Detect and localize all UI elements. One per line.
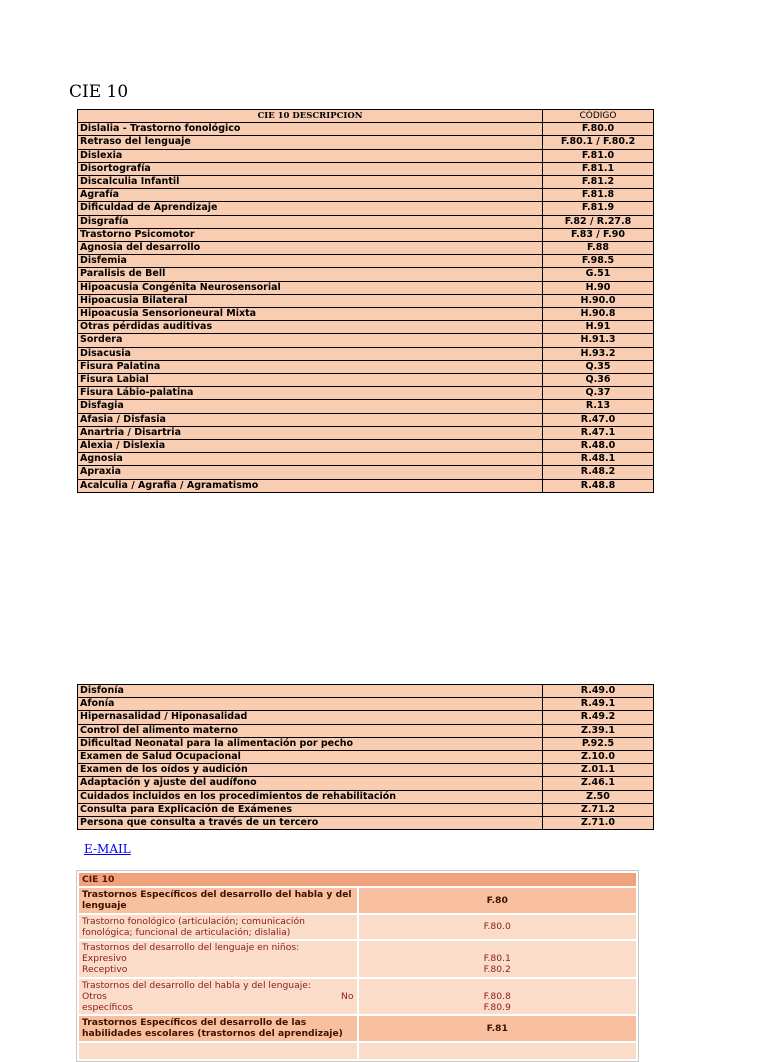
row-code: F.81.2: [543, 176, 654, 189]
detail-subtitle: Trastornos del desarrollo del habla y del lenguaje:: [82, 979, 312, 991]
table-row: [78, 321, 654, 334]
row-code: Z.01.1: [543, 764, 654, 777]
row-description: Agnosia: [78, 453, 543, 466]
table-row: [78, 777, 654, 790]
detail-description: Trastorno fonológico (articulación; comunicación fonológica; funcional de articulación; dislalia): [79, 915, 357, 939]
section-code: F.81: [359, 1016, 637, 1040]
detail-description: [79, 941, 357, 977]
row-code: F.81.9: [543, 202, 654, 215]
row-description: Hipoacusia Congénita Neurosensorial: [78, 281, 543, 294]
row-code: P.92.5: [543, 737, 654, 750]
cie10-detail-table: [76, 870, 639, 1062]
detail-code: F.80.0: [359, 915, 637, 939]
section-title: Trastornos Específicos del desarrollo del habla y del lenguaje: [79, 888, 357, 912]
row-description: Dificuldad de Aprendizaje: [78, 202, 543, 215]
row-description: Examen de Salud Ocupacional: [78, 751, 543, 764]
row-code: H.90: [543, 281, 654, 294]
row-description: Discalculia Infantil: [78, 176, 543, 189]
table-row: [78, 347, 654, 360]
row-description: Cuidados incluidos en los procedimientos de rehabilitación: [78, 790, 543, 803]
row-description: Anartria / Disartria: [78, 426, 543, 439]
table-row: [78, 255, 654, 268]
table-row: [78, 202, 654, 215]
row-description: Disgrafía: [78, 215, 543, 228]
row-code: H.90.8: [543, 308, 654, 321]
cie10-table-continued: [77, 684, 654, 830]
row-description: Examen de los oídos y audición: [78, 764, 543, 777]
detail-code-line: F.80.1: [483, 953, 511, 965]
row-code: H.90.0: [543, 294, 654, 307]
row-description: Apraxia: [78, 466, 543, 479]
table-row: [78, 400, 654, 413]
table-row: [78, 440, 654, 453]
section-row: [79, 1016, 636, 1040]
row-code: Z.71.0: [543, 817, 654, 830]
detail-title-row: [79, 873, 636, 886]
row-code: H.91: [543, 321, 654, 334]
row-code: R.48.8: [543, 479, 654, 492]
row-description: Otras pérdidas auditivas: [78, 321, 543, 334]
row-code: R.49.2: [543, 711, 654, 724]
row-description: Disfonía: [78, 685, 543, 698]
row-code: H.93.2: [543, 347, 654, 360]
row-code: Z.71.2: [543, 803, 654, 816]
detail-code-line: F.80.8: [483, 990, 511, 1002]
row-description: Hipernasalidad / Hiponasalidad: [78, 711, 543, 724]
section-code: F.80: [359, 888, 637, 912]
table-row: [78, 268, 654, 281]
table-row: [78, 413, 654, 426]
row-description: Disacusia: [78, 347, 543, 360]
detail-row: [79, 941, 636, 977]
table-row: [78, 426, 654, 439]
row-description: Disortografía: [78, 162, 543, 175]
table-row: [78, 136, 654, 149]
row-description: Alexia / Dislexia: [78, 440, 543, 453]
row-code: Z.10.0: [543, 751, 654, 764]
detail-code: [359, 941, 637, 977]
row-description: Control del alimento materno: [78, 724, 543, 737]
email-link[interactable]: E-MAIL: [84, 842, 131, 856]
row-code: R.49.0: [543, 685, 654, 698]
detail-code: [359, 979, 637, 1015]
table-row: [78, 281, 654, 294]
header-description: CIE 10 DESCRIPCION: [78, 110, 543, 123]
row-description: Sordera: [78, 334, 543, 347]
row-description: Fisura Lábio-palatina: [78, 387, 543, 400]
table-row: [78, 189, 654, 202]
detail-line: Expresivo: [82, 953, 127, 965]
row-description: Consulta para Explicación de Exámenes: [78, 803, 543, 816]
table-row: [78, 685, 654, 698]
row-code: F.83 / F.90: [543, 228, 654, 241]
row-code: Z.46.1: [543, 777, 654, 790]
table-row: [78, 479, 654, 492]
row-code: R.47.0: [543, 413, 654, 426]
table-row: [78, 374, 654, 387]
table-row: [78, 228, 654, 241]
table-row: [78, 176, 654, 189]
section-row: [79, 1043, 636, 1059]
detail-line: específicos: [82, 1002, 133, 1014]
row-description: Dislalia - Trastorno fonológico: [78, 123, 543, 136]
table-row: [78, 453, 654, 466]
table-row: [78, 737, 654, 750]
row-code: F.82 / R.27.8: [543, 215, 654, 228]
table-row: [78, 215, 654, 228]
row-code: F.81.0: [543, 149, 654, 162]
detail-description: [79, 1043, 357, 1059]
row-code: F.80.0: [543, 123, 654, 136]
detail-subtitle: Trastornos del desarrollo del lenguaje en niños:: [82, 942, 300, 954]
row-description: Fisura Palatina: [78, 360, 543, 373]
row-description: Disfemia: [78, 255, 543, 268]
row-code: F.80.1 / F.80.2: [543, 136, 654, 149]
row-description: Disfagia: [78, 400, 543, 413]
row-description: Trastorno Psicomotor: [78, 228, 543, 241]
row-code: G.51: [543, 268, 654, 281]
section-row: [79, 888, 636, 912]
table-row: [78, 387, 654, 400]
detail-line: Receptivo: [82, 964, 128, 976]
table-row: [78, 790, 654, 803]
row-code: F.81.1: [543, 162, 654, 175]
header-code: CÓDIGO: [543, 110, 654, 123]
table-row: [78, 817, 654, 830]
row-description: Adaptación y ajuste del audífono: [78, 777, 543, 790]
row-description: Dificultad Neonatal para la alimentación por pecho: [78, 737, 543, 750]
row-description: Afasia / Disfasia: [78, 413, 543, 426]
row-code: R.47.1: [543, 426, 654, 439]
row-code: R.49.1: [543, 698, 654, 711]
detail-code-line: F.80.2: [483, 964, 511, 976]
section-title: Trastornos Específicos del desarrollo de las habilidades escolares (trastornos del aprendizaje): [79, 1016, 357, 1040]
row-description: Retraso del lenguaje: [78, 136, 543, 149]
table-row: [78, 242, 654, 255]
row-code: R.13: [543, 400, 654, 413]
row-description: Hipoacusia Sensorioneural Mixta: [78, 308, 543, 321]
row-description: Dislexia: [78, 149, 543, 162]
table-row: [78, 294, 654, 307]
row-code: Q.37: [543, 387, 654, 400]
row-code: Q.35: [543, 360, 654, 373]
row-description: Hipoacusia Bilateral: [78, 294, 543, 307]
row-code: F.88: [543, 242, 654, 255]
table-row: [78, 334, 654, 347]
row-description: Persona que consulta a través de un tercero: [78, 817, 543, 830]
table-row: [78, 803, 654, 816]
row-description: Agrafía: [78, 189, 543, 202]
table-row: [78, 162, 654, 175]
table-row: [78, 466, 654, 479]
detail-line-wrap: [82, 991, 354, 1002]
table-row: [78, 149, 654, 162]
detail-description: [79, 979, 357, 1015]
row-code: H.91.3: [543, 334, 654, 347]
detail-line: Otros: [82, 990, 107, 1002]
table-row: [78, 751, 654, 764]
detail-code: [359, 1043, 637, 1059]
detail-line-right: No: [341, 990, 354, 1002]
table-row: [78, 360, 654, 373]
row-description: Acalculia / Agrafia / Agramatismo: [78, 479, 543, 492]
row-description: Paralisis de Bell: [78, 268, 543, 281]
table-row: [78, 724, 654, 737]
row-description: Afonía: [78, 698, 543, 711]
page-title: CIE 10: [69, 82, 129, 102]
table-row: [78, 764, 654, 777]
detail-row: [79, 979, 636, 1015]
table-header-row: [78, 110, 654, 123]
row-description: Agnosia del desarrollo: [78, 242, 543, 255]
row-code: Q.36: [543, 374, 654, 387]
table-row: [78, 711, 654, 724]
detail-row: [79, 915, 636, 939]
row-code: R.48.0: [543, 440, 654, 453]
row-code: Z.50: [543, 790, 654, 803]
cie10-table: [77, 109, 654, 493]
detail-table-title: CIE 10: [79, 873, 636, 886]
table-row: [78, 123, 654, 136]
row-code: F.81.8: [543, 189, 654, 202]
row-code: F.98.5: [543, 255, 654, 268]
row-description: Fisura Labial: [78, 374, 543, 387]
table-row: [78, 308, 654, 321]
table-row: [78, 698, 654, 711]
row-code: R.48.2: [543, 466, 654, 479]
row-code: Z.39.1: [543, 724, 654, 737]
row-code: R.48.1: [543, 453, 654, 466]
detail-code-line: F.80.9: [483, 1001, 511, 1013]
